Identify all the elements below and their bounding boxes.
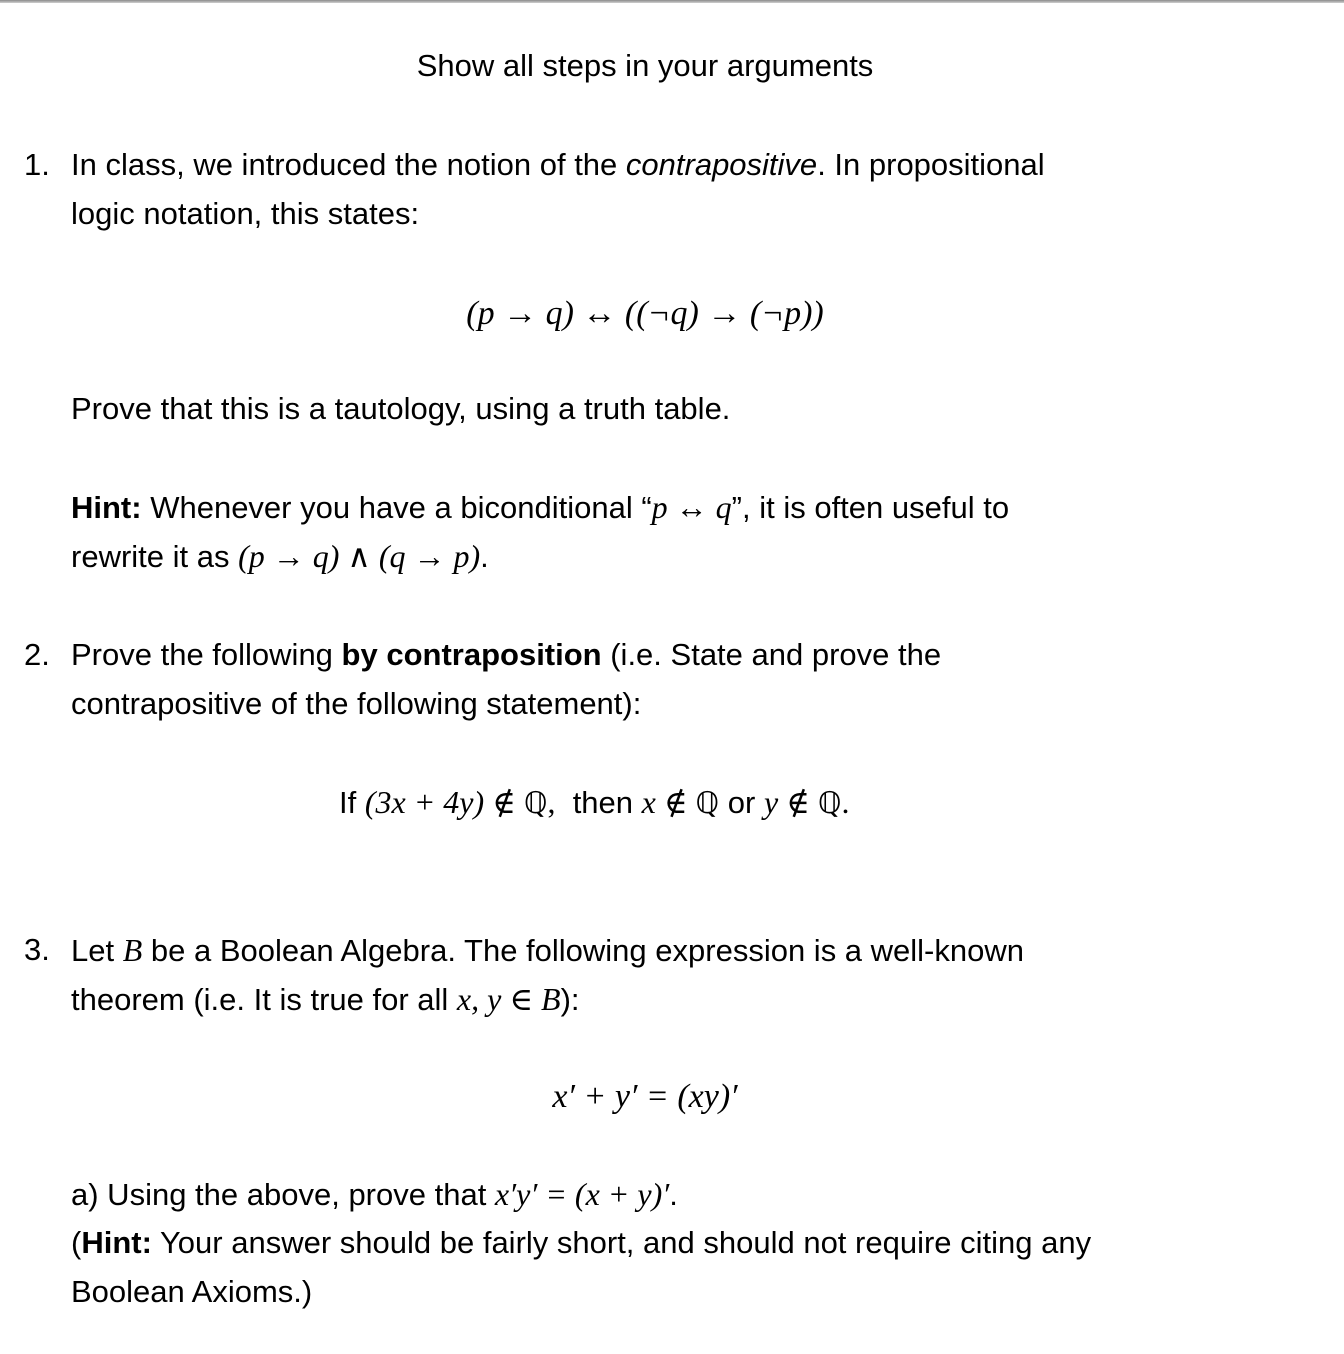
rationals-symbol: ℚ (695, 786, 720, 821)
question-1-hint-line-1: Hint: Whenever you have a biconditional “p ↔ q”, it is often useful to (71, 489, 1010, 525)
question-3-hint-line-2: Boolean Axioms.) (71, 1274, 313, 1309)
question-1-hint-line-2: rewrite it as (p → q) ∧ (q → p). (71, 538, 489, 574)
hint-label: Hint: (81, 1225, 152, 1260)
question-2-statement: If (3x + 4y) ∉ ℚ, then x ∉ ℚ or y ∉ ℚ. (339, 784, 850, 821)
hint-label: Hint: (71, 490, 142, 525)
question-1-number: 1. (24, 147, 50, 182)
question-1-line-1: In class, we introduced the notion of the contrapositive. In propositional (71, 147, 1045, 182)
contrapositive-formula: (p → q) ↔ ((¬q) → (¬p)) (466, 295, 824, 332)
question-3-number: 3. (24, 932, 50, 967)
question-1-prove: Prove that this is a tautology, using a truth table. (71, 391, 731, 426)
by-contraposition-bold: by contraposition (341, 637, 602, 672)
rationals-symbol: ℚ (523, 786, 548, 821)
question-2-line-2: contrapositive of the following statement): (71, 686, 642, 721)
question-2-number: 2. (24, 637, 50, 672)
question-3-line-1: Let B be a Boolean Algebra. The following expression is a well-known (71, 932, 1024, 968)
question-2-line-1: Prove the following by contraposition (i.e. State and prove the (71, 637, 942, 672)
contrapositive-term: contrapositive (625, 147, 818, 182)
question-1-line-2: logic notation, this states: (71, 196, 420, 231)
page-heading: Show all steps in your arguments (416, 48, 874, 83)
question-3-line-2: theorem (i.e. It is true for all x, y ∈ B): (71, 981, 580, 1017)
rationals-symbol: ℚ (817, 786, 842, 821)
boolean-theorem: x′ + y′ = (xy)′ (552, 1078, 738, 1115)
question-3-hint-line-1: (Hint: Your answer should be fairly short, and should not require citing any (71, 1225, 1092, 1260)
question-3-part-a: a) Using the above, prove that x′y′ = (x + y)′. (71, 1176, 678, 1212)
